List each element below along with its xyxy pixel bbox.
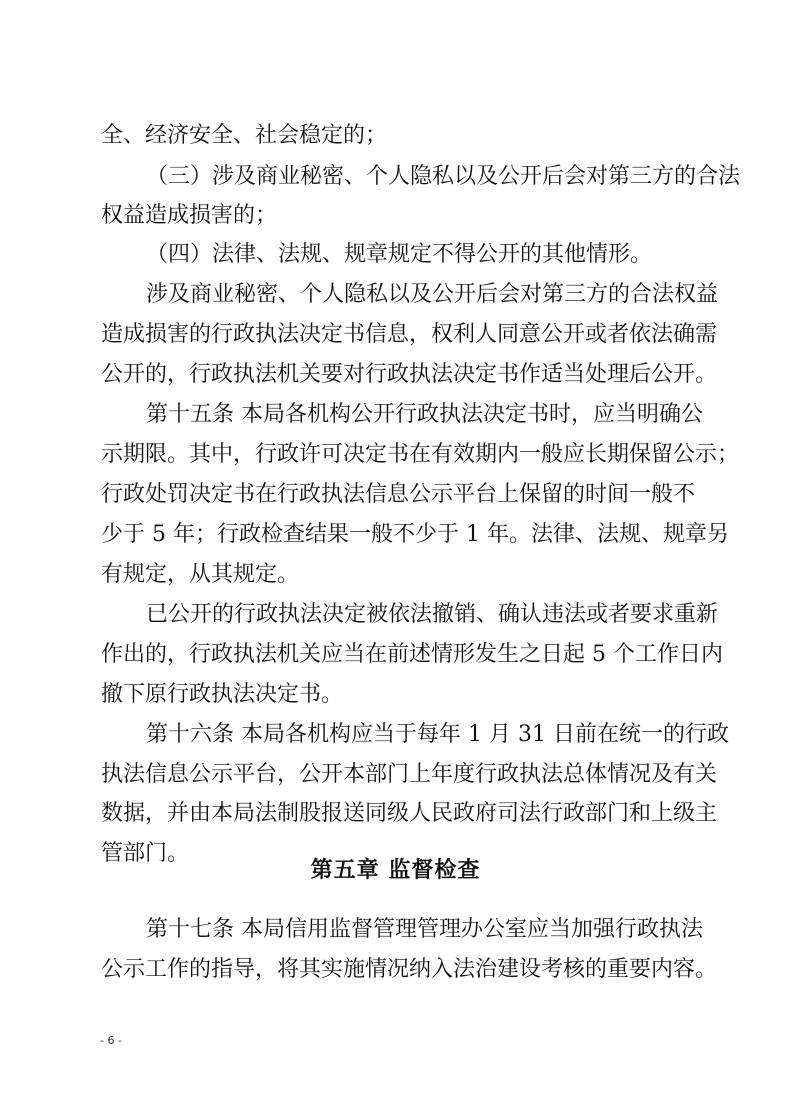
text-line: 第十七条 本局信用监督管理管理办公室应当加强行政执法 — [146, 917, 703, 942]
text-line: 造成损害的行政执法决定书信息，权利人同意公开或者依法确需 — [101, 322, 718, 347]
text-line: 少于 5 年；行政检查结果一般不少于 1 年。法律、法规、规章另 — [101, 522, 729, 547]
text-line: 示期限。其中，行政许可决定书在有效期内一般应长期保留公示； — [101, 442, 740, 467]
text-line: 权益造成损害的； — [101, 203, 278, 228]
chapter-heading: 第五章 监督检查 — [310, 858, 481, 883]
text-line: 作出的，行政执法机关应当在前述情形发生之日起 5 个工作日内 — [101, 642, 723, 667]
text-line: 行政处罚决定书在行政执法信息公示平台上保留的时间一般不 — [101, 482, 696, 507]
text-line: 第十五条 本局各机构公开行政执法决定书时，应当明确公 — [146, 402, 703, 427]
text-line: 涉及商业秘密、个人隐私以及公开后会对第三方的合法权益 — [146, 282, 719, 307]
text-line: 执法信息公示平台，公开本部门上年度行政执法总体情况及有关 — [101, 762, 718, 787]
text-line: （四）法律、法规、规章规定不得公开的其他情形。 — [146, 242, 653, 267]
text-line: 全、经济安全、社会稳定的； — [101, 123, 388, 148]
text-line: 撤下原行政执法决定书。 — [101, 682, 344, 707]
text-line: 管部门。 — [101, 841, 190, 866]
text-line: 数据，并由本局法制股报送同级人民政府司法行政部门和上级主 — [101, 801, 718, 826]
text-line: 已公开的行政执法决定被依法撤销、确认违法或者要求重新 — [146, 602, 719, 627]
text-line: （三）涉及商业秘密、个人隐私以及公开后会对第三方的合法 — [146, 164, 741, 189]
text-line: 公示工作的指导，将其实施情况纳入法治建设考核的重要内容。 — [101, 957, 718, 982]
text-line: 有规定，从其规定。 — [101, 562, 300, 587]
page-number: - 6 - — [100, 1034, 122, 1047]
text-line: 第十六条 本局各机构应当于每年 1 月 31 日前在统一的行政 — [146, 722, 729, 747]
text-line: 公开的，行政执法机关要对行政执法决定书作适当处理后公开。 — [101, 362, 718, 387]
